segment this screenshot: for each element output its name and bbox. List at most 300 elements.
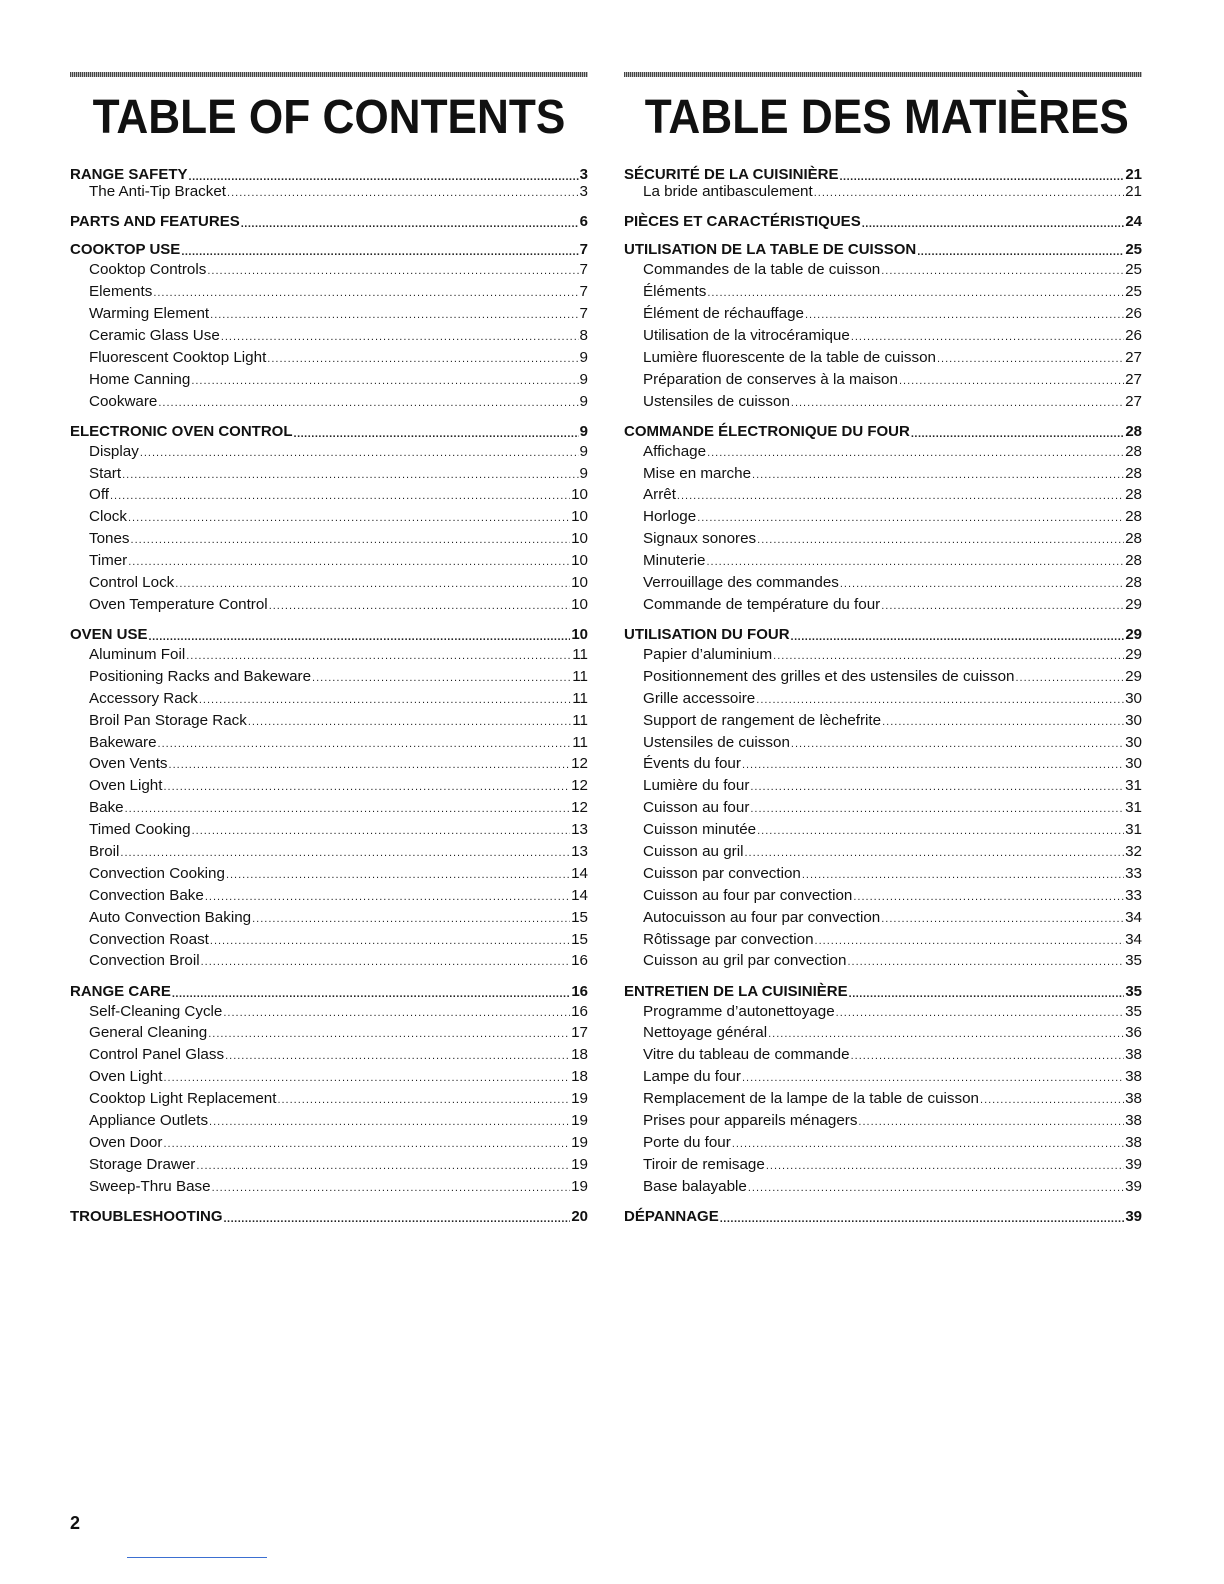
- toc-subsection-entry[interactable]: [70, 952, 588, 974]
- dot-leader: [252, 913, 570, 925]
- dot-leader: [802, 869, 1124, 881]
- toc-entry-page: 10: [571, 530, 588, 548]
- toc-entry-page: 9: [579, 464, 588, 482]
- toc-entry-page: 9: [579, 442, 588, 460]
- toc-subsection-entry[interactable]: [70, 1156, 588, 1178]
- toc-subsection-entry[interactable]: [624, 596, 1142, 618]
- toc-entry-label: Cooktop Light Replacement: [89, 1090, 277, 1108]
- toc-entry-label: Convection Cooking: [89, 864, 225, 882]
- toc-entry-page: 33: [1125, 864, 1142, 882]
- toc-column-french: [624, 72, 1142, 1228]
- dot-leader: [241, 218, 579, 230]
- toc-entry-page: 7: [579, 261, 588, 279]
- toc-entry-page: 19: [571, 1155, 588, 1173]
- toc-section-entry[interactable]: [70, 1200, 588, 1228]
- toc-subsection-entry[interactable]: [70, 443, 588, 465]
- toc-entry-label: Prises pour appareils ménagers: [643, 1112, 858, 1129]
- toc-subsection-entry[interactable]: [624, 465, 1142, 487]
- toc-subsection-entry[interactable]: [624, 443, 1142, 465]
- toc-entry-label: Porte du four: [643, 1133, 731, 1151]
- toc-subsection-entry[interactable]: [624, 734, 1142, 756]
- dot-leader: [757, 534, 1124, 546]
- toc-subsection-entry[interactable]: [624, 887, 1142, 909]
- toc-entry-label: Tones: [89, 530, 130, 548]
- toc-entry-label: Remplacement de la lampe de la table de cuisson: [643, 1090, 980, 1108]
- dot-leader: [210, 309, 578, 321]
- dot-leader: [851, 1050, 1125, 1062]
- toc-entry-page: 28: [1125, 530, 1142, 548]
- toc-entry-label: PIÈCES ET CARACTÉRISTIQUES: [624, 213, 861, 231]
- dot-leader: [131, 534, 571, 546]
- dot-leader: [851, 331, 1124, 343]
- toc-subsection-entry[interactable]: [624, 261, 1142, 283]
- toc-entry-label: Warming Element: [89, 305, 210, 323]
- dot-leader: [149, 631, 571, 643]
- toc-subsection-entry[interactable]: [70, 1090, 588, 1112]
- toc-entry-label: Off: [89, 486, 109, 504]
- toc-subsection-entry[interactable]: [70, 799, 588, 821]
- toc-section-entry[interactable]: [624, 233, 1142, 261]
- toc-entry-page: 12: [571, 799, 588, 817]
- toc-subsection-entry[interactable]: [624, 843, 1142, 865]
- dot-leader: [917, 246, 1124, 258]
- toc-entry-page: 10: [571, 552, 588, 570]
- toc-subsection-entry[interactable]: [70, 283, 588, 305]
- toc-subsection-entry[interactable]: [624, 909, 1142, 931]
- toc-subsection-entry[interactable]: [70, 371, 588, 393]
- toc-entry-page: 21: [1125, 183, 1142, 200]
- toc-entry-page: 9: [579, 392, 588, 410]
- toc-subsection-entry[interactable]: [624, 690, 1142, 712]
- toc-entry-page: 27: [1125, 392, 1142, 410]
- dot-leader: [752, 469, 1124, 481]
- dot-leader: [128, 512, 570, 524]
- toc-subsection-entry[interactable]: [624, 508, 1142, 530]
- toc-subsection-entry[interactable]: [624, 1112, 1142, 1134]
- toc-entry-page: 27: [1125, 348, 1142, 366]
- toc-subsection-entry[interactable]: [70, 486, 588, 508]
- toc-entry-label: Éléments: [643, 283, 707, 301]
- dot-leader: [248, 716, 571, 728]
- toc-entry-label: Cuisson par convection: [643, 864, 801, 882]
- toc-subsection-entry[interactable]: [624, 821, 1142, 843]
- toc-entry-label: Oven Temperature Control: [89, 595, 268, 613]
- dot-leader: [312, 672, 571, 684]
- toc-subsection-entry[interactable]: [624, 1046, 1142, 1068]
- toc-entry-page: 6: [579, 213, 588, 231]
- dot-leader: [881, 265, 1124, 277]
- toc-entry-page: 31: [1125, 821, 1142, 839]
- toc-entry-label: Convection Bake: [89, 886, 204, 904]
- toc-entry-label: Vitre du tableau de commande: [643, 1046, 850, 1064]
- toc-subsection-entry[interactable]: [70, 261, 588, 283]
- toc-entry-page: 17: [571, 1024, 588, 1042]
- toc-subsection-entry[interactable]: [624, 283, 1142, 305]
- dot-leader: [227, 187, 579, 199]
- toc-subsection-entry[interactable]: [70, 909, 588, 931]
- toc-subsection-entry[interactable]: [624, 931, 1142, 953]
- toc-entry-page: 35: [1125, 952, 1142, 970]
- toc-subsection-entry[interactable]: [624, 393, 1142, 415]
- toc-subsection-entry[interactable]: [70, 887, 588, 909]
- toc-entry-page: 19: [571, 1133, 588, 1151]
- toc-entry-label: Papier d’aluminium: [643, 646, 773, 663]
- toc-subsection-entry[interactable]: [624, 777, 1142, 799]
- toc-subsection-entry[interactable]: [70, 931, 588, 953]
- toc-section-entry[interactable]: [70, 974, 588, 1002]
- toc-subsection-entry[interactable]: [70, 821, 588, 843]
- toc-subsection-entry[interactable]: [624, 530, 1142, 552]
- toc-subsection-entry[interactable]: [70, 734, 588, 756]
- dot-leader: [756, 694, 1124, 706]
- dot-leader: [199, 694, 571, 706]
- dot-leader: [791, 397, 1124, 409]
- toc-entry-page: 11: [572, 733, 588, 751]
- dot-leader: [882, 716, 1124, 728]
- toc-subsection-entry[interactable]: [70, 712, 588, 734]
- dot-leader: [1015, 672, 1124, 684]
- toc-entry-label: Arrêt: [643, 486, 676, 504]
- dot-leader: [791, 738, 1124, 750]
- dot-leader: [853, 891, 1124, 903]
- toc-subsection-entry[interactable]: [624, 712, 1142, 734]
- toc-section-entry[interactable]: [70, 161, 588, 183]
- toc-entry-page: 19: [571, 1090, 588, 1108]
- toc-entry-label: The Anti-Tip Bracket: [89, 183, 227, 200]
- toc-section-entry[interactable]: [70, 415, 588, 443]
- toc-subsection-entry[interactable]: [70, 327, 588, 349]
- dot-leader: [158, 397, 578, 409]
- toc-entry-page: 7: [579, 305, 588, 323]
- toc-section-entry[interactable]: [624, 974, 1142, 1002]
- dot-leader: [706, 556, 1124, 568]
- toc-entry-label: Nettoyage général: [643, 1024, 768, 1042]
- toc-section-entry[interactable]: [70, 618, 588, 646]
- toc-entry-page: 7: [579, 283, 588, 301]
- dot-leader: [172, 988, 570, 1000]
- toc-section-entry[interactable]: [624, 415, 1142, 443]
- toc-subsection-entry[interactable]: [70, 596, 588, 618]
- dot-leader: [766, 1160, 1124, 1172]
- toc-entry-label: Signaux sonores: [643, 530, 757, 548]
- toc-entry-label: Oven Vents: [89, 755, 168, 773]
- dot-leader: [980, 1094, 1124, 1106]
- dot-leader: [748, 1182, 1124, 1194]
- toc-subsection-entry[interactable]: [624, 1068, 1142, 1090]
- dot-leader: [267, 353, 578, 365]
- dot-leader: [196, 1160, 570, 1172]
- toc-entry-label: Oven Door: [89, 1133, 163, 1151]
- toc-entry-label: Positionnement des grilles et des ustensiles de cuisson: [643, 667, 1015, 685]
- toc-entry-page: 26: [1125, 305, 1142, 323]
- toc-entry-page: 29: [1125, 626, 1142, 643]
- dot-leader: [224, 1213, 571, 1225]
- dot-leader: [881, 913, 1124, 925]
- toc-subsection-entry[interactable]: [624, 755, 1142, 777]
- toc-entry-page: 24: [1125, 213, 1142, 231]
- toc-list-french: [624, 161, 1142, 1228]
- page-number: 2: [70, 1513, 81, 1533]
- toc-entry-label: Verrouillage des commandes: [643, 574, 839, 592]
- toc-subsection-entry[interactable]: [70, 777, 588, 799]
- toc-subsection-entry[interactable]: [624, 1134, 1142, 1156]
- toc-entry-page: 3: [579, 166, 588, 183]
- toc-entry-label: Autocuisson au four par convection: [643, 908, 881, 926]
- dot-leader: [697, 512, 1124, 524]
- toc-entry-page: 25: [1125, 241, 1142, 259]
- dot-leader: [221, 331, 579, 343]
- dot-leader: [858, 1116, 1124, 1128]
- dot-leader: [122, 469, 578, 481]
- toc-entry-label: Clock: [89, 508, 127, 526]
- toc-entry-label: Convection Broil: [89, 952, 200, 970]
- toc-section-entry[interactable]: [70, 233, 588, 261]
- toc-subsection-entry[interactable]: [624, 865, 1142, 887]
- toc-entry-label: Self-Cleaning Cycle: [89, 1002, 223, 1020]
- toc-entry-label: La bride antibasculement: [643, 183, 813, 200]
- toc-subsection-entry[interactable]: [70, 574, 588, 596]
- toc-entry-page: 31: [1125, 799, 1142, 817]
- toc-subsection-entry[interactable]: [624, 1156, 1142, 1178]
- toc-entry-page: 33: [1125, 886, 1142, 904]
- dot-leader: [840, 578, 1124, 590]
- toc-entry-page: 25: [1125, 261, 1142, 279]
- toc-entry-page: 11: [572, 689, 588, 707]
- toc-subsection-entry[interactable]: [624, 574, 1142, 596]
- toc-subsection-entry[interactable]: [624, 1024, 1142, 1046]
- dot-leader: [120, 847, 570, 859]
- toc-entry-label: Tiroir de remisage: [643, 1155, 765, 1173]
- dot-leader: [847, 956, 1124, 968]
- toc-entry-page: 25: [1125, 283, 1142, 301]
- dot-leader: [209, 1116, 570, 1128]
- toc-entry-page: 16: [571, 1002, 588, 1020]
- toc-subsection-entry[interactable]: [70, 530, 588, 552]
- toc-subsection-entry[interactable]: [624, 371, 1142, 393]
- dot-leader: [862, 218, 1125, 230]
- toc-entry-label: Élément de réchauffage: [643, 305, 804, 323]
- toc-subsection-entry[interactable]: [624, 668, 1142, 690]
- toc-entry-page: 35: [1125, 1002, 1142, 1020]
- toc-entry-page: 19: [571, 1177, 588, 1195]
- toc-subsection-entry[interactable]: [624, 646, 1142, 668]
- dot-leader: [140, 447, 579, 459]
- toc-entry-label: Control Panel Glass: [89, 1046, 225, 1064]
- title-rule: [624, 72, 1142, 77]
- toc-entry-page: 30: [1125, 689, 1142, 707]
- toc-entry-page: 28: [1125, 508, 1142, 526]
- toc-entry-label: Sweep-Thru Base: [89, 1177, 211, 1195]
- dot-leader: [937, 353, 1124, 365]
- toc-subsection-entry[interactable]: [70, 755, 588, 777]
- toc-subsection-entry[interactable]: [70, 843, 588, 865]
- dot-leader: [881, 600, 1124, 612]
- toc-section-entry[interactable]: [624, 618, 1142, 646]
- dot-leader: [207, 265, 578, 277]
- toc-entry-page: 8: [579, 326, 588, 344]
- toc-entry-label: Broil: [89, 843, 120, 861]
- toc-entry-label: Horloge: [643, 508, 697, 526]
- toc-entry-page: 14: [571, 864, 588, 882]
- dot-leader: [181, 246, 578, 258]
- toc-entry-label: Oven Light: [89, 777, 163, 795]
- toc-entry-page: 14: [571, 886, 588, 904]
- toc-subsection-entry[interactable]: [624, 1090, 1142, 1112]
- toc-entry-page: 10: [571, 626, 588, 643]
- dot-leader: [757, 825, 1124, 837]
- dot-leader: [125, 803, 570, 815]
- toc-entry-page: 3: [579, 183, 588, 200]
- toc-entry-page: 38: [1125, 1090, 1142, 1108]
- toc-entry-page: 39: [1125, 1207, 1142, 1225]
- dot-leader: [742, 1072, 1124, 1084]
- dot-leader: [899, 375, 1124, 387]
- toc-subsection-entry[interactable]: [70, 668, 588, 690]
- toc-entry-label: UTILISATION DE LA TABLE DE CUISSON: [624, 241, 917, 259]
- toc-subsection-entry[interactable]: [70, 305, 588, 327]
- dot-leader: [677, 490, 1124, 502]
- dot-leader: [223, 1007, 570, 1019]
- toc-entry-page: 16: [571, 952, 588, 970]
- dot-leader: [839, 171, 1124, 183]
- toc-entry-label: COOKTOP USE: [70, 241, 181, 259]
- toc-entry-page: 32: [1125, 843, 1142, 861]
- toc-subsection-entry[interactable]: [624, 486, 1142, 508]
- toc-entry-page: 12: [571, 777, 588, 795]
- toc-entry-page: 10: [571, 574, 588, 592]
- toc-entry-page: 27: [1125, 370, 1142, 388]
- toc-subsection-entry[interactable]: [70, 1068, 588, 1090]
- toc-subsection-entry[interactable]: [70, 646, 588, 668]
- toc-subsection-entry[interactable]: [70, 1134, 588, 1156]
- dot-leader: [225, 1050, 570, 1062]
- toc-entry-page: 7: [579, 241, 588, 259]
- dot-leader: [773, 650, 1124, 662]
- toc-subsection-entry[interactable]: [70, 690, 588, 712]
- toc-entry-page: 38: [1125, 1133, 1142, 1151]
- dot-leader: [720, 1213, 1125, 1225]
- toc-entry-page: 29: [1125, 595, 1142, 613]
- dot-leader: [128, 556, 570, 568]
- toc-entry-label: Lumière du four: [643, 777, 750, 795]
- title-rule: [70, 72, 588, 77]
- toc-subsection-entry[interactable]: [70, 1112, 588, 1134]
- toc-entry-label: Cuisson minutée: [643, 821, 757, 839]
- dot-leader: [277, 1094, 570, 1106]
- footer-rule: [127, 1557, 267, 1558]
- dot-leader: [169, 759, 571, 771]
- toc-subsection-entry[interactable]: [70, 183, 588, 205]
- toc-entry-label: Home Canning: [89, 370, 191, 388]
- toc-entry-label: TROUBLESHOOTING: [70, 1207, 223, 1225]
- toc-entry-page: 15: [571, 908, 588, 926]
- toc-subsection-entry[interactable]: [70, 865, 588, 887]
- toc-entry-label: RANGE CARE: [70, 982, 171, 1000]
- dot-leader: [153, 287, 578, 299]
- toc-subsection-entry[interactable]: [70, 1046, 588, 1068]
- toc-entry-page: 28: [1125, 422, 1142, 440]
- toc-entry-label: ENTRETIEN DE LA CUISINIÈRE: [624, 982, 848, 1000]
- dot-leader: [269, 600, 570, 612]
- toc-entry-page: 38: [1125, 1112, 1142, 1129]
- toc-subsection-entry[interactable]: [70, 1178, 588, 1200]
- dot-leader: [750, 781, 1124, 793]
- toc-entry-page: 19: [571, 1112, 588, 1129]
- toc-entry-page: 31: [1125, 777, 1142, 795]
- toc-entry-page: 9: [579, 348, 588, 366]
- toc-entry-page: 12: [571, 755, 588, 773]
- toc-subsection-entry[interactable]: [70, 552, 588, 574]
- toc-entry-page: 18: [571, 1068, 588, 1086]
- toc-subsection-entry[interactable]: [624, 1178, 1142, 1200]
- toc-title-french: TABLE DES MATIÈRES: [644, 91, 1129, 144]
- toc-subsection-entry[interactable]: [70, 349, 588, 371]
- toc-section-entry[interactable]: [624, 1200, 1142, 1228]
- toc-entry-label: Ceramic Glass Use: [89, 326, 220, 344]
- toc-entry-page: 34: [1125, 908, 1142, 926]
- toc-entry-label: Ustensiles de cuisson: [643, 392, 790, 410]
- toc-entry-page: 28: [1125, 486, 1142, 504]
- toc-subsection-entry[interactable]: [70, 393, 588, 415]
- toc-entry-page: 39: [1125, 1177, 1142, 1195]
- toc-entry-label: Grille accessoire: [643, 689, 756, 707]
- toc-entry-label: Cookware: [89, 392, 158, 410]
- toc-subsection-entry[interactable]: [70, 1003, 588, 1025]
- toc-entry-page: 13: [571, 843, 588, 861]
- toc-subsection-entry[interactable]: [624, 349, 1142, 371]
- toc-entry-label: Oven Light: [89, 1068, 163, 1086]
- toc-entry-page: 29: [1125, 646, 1142, 663]
- toc-entry-page: 28: [1125, 552, 1142, 570]
- toc-entry-page: 10: [571, 595, 588, 613]
- toc-subsection-entry[interactable]: [624, 305, 1142, 327]
- toc-section-entry[interactable]: [624, 205, 1142, 233]
- toc-section-entry[interactable]: [624, 161, 1142, 183]
- toc-entry-page: 11: [572, 711, 588, 729]
- dot-leader: [186, 650, 571, 662]
- toc-entry-label: Auto Convection Baking: [89, 908, 252, 926]
- toc-subsection-entry[interactable]: [624, 183, 1142, 205]
- toc-subsection-entry[interactable]: [624, 799, 1142, 821]
- toc-entry-label: Rôtissage par convection: [643, 930, 814, 948]
- toc-subsection-entry[interactable]: [624, 327, 1142, 349]
- toc-subsection-entry[interactable]: [70, 508, 588, 530]
- dot-leader: [163, 1138, 570, 1150]
- toc-entry-label: Display: [89, 442, 139, 460]
- toc-subsection-entry[interactable]: [624, 1003, 1142, 1025]
- toc-entry-page: 11: [572, 667, 588, 685]
- toc-entry-label: Cuisson au four: [643, 799, 750, 817]
- toc-subsection-entry[interactable]: [70, 465, 588, 487]
- dot-leader: [742, 759, 1124, 771]
- toc-section-entry[interactable]: [70, 205, 588, 233]
- dot-leader: [212, 1182, 571, 1194]
- dot-leader: [191, 375, 578, 387]
- toc-subsection-entry[interactable]: [624, 552, 1142, 574]
- toc-entry-label: Timed Cooking: [89, 821, 191, 839]
- toc-entry-page: 39: [1125, 1155, 1142, 1173]
- toc-entry-label: Préparation de conserves à la maison: [643, 370, 898, 388]
- toc-entry-label: Minuterie: [643, 552, 706, 570]
- toc-subsection-entry[interactable]: [624, 952, 1142, 974]
- toc-entry-label: Support de rangement de lèchefrite: [643, 711, 882, 729]
- toc-entry-label: Convection Roast: [89, 930, 209, 948]
- toc-title-english: TABLE OF CONTENTS: [92, 91, 566, 144]
- toc-entry-label: Commandes de la table de cuisson: [643, 261, 881, 279]
- toc-entry-page: 30: [1125, 733, 1142, 751]
- toc-entry-page: 28: [1125, 442, 1142, 460]
- toc-subsection-entry[interactable]: [70, 1024, 588, 1046]
